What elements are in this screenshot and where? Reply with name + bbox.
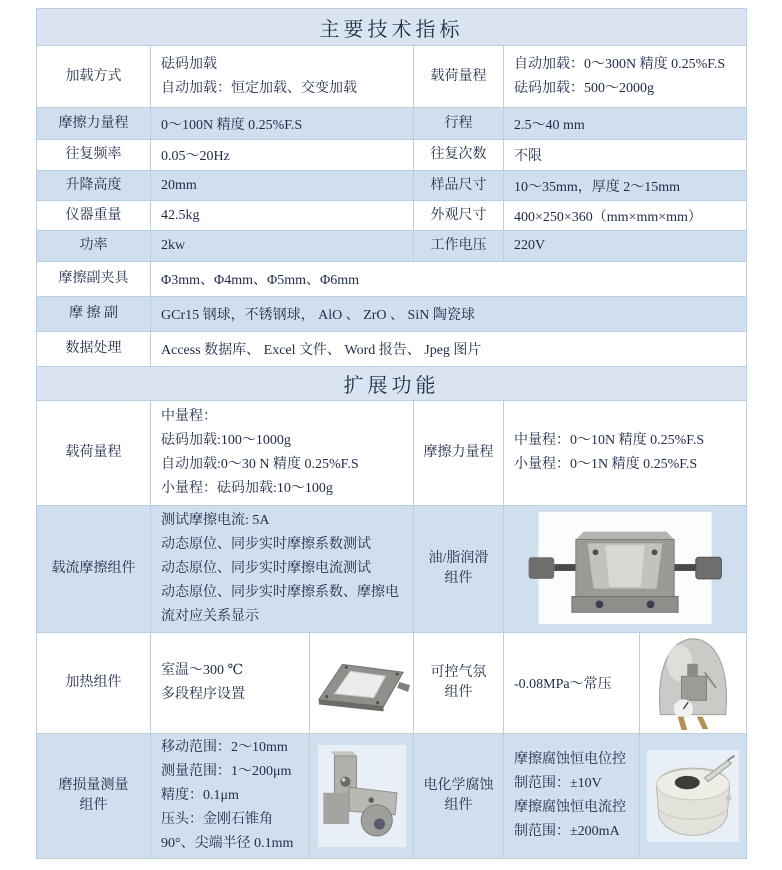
label-friction-pair: 摩 擦 副 <box>37 297 151 332</box>
value-lift-height: 20mm <box>151 171 414 201</box>
label-power: 功率 <box>37 231 151 262</box>
value-loading-method <box>151 46 414 108</box>
value-atmosphere: -0.08MPa～常压 <box>504 633 640 734</box>
label-voltage: 工作电压 <box>414 231 504 262</box>
value-line: 小量程：0～1N 精度 0.25%F.S <box>514 457 698 472</box>
label-ext-load-range: 载荷量程 <box>37 401 151 506</box>
value-voltage: 220V <box>504 231 747 262</box>
value-line: 测量范围：1～200μm <box>161 764 292 779</box>
label-cycles: 往复次数 <box>414 140 504 171</box>
label-line: 电化学腐蚀 <box>423 778 494 793</box>
value-weight: 42.5kg <box>151 201 414 231</box>
value-current-friction <box>151 506 414 633</box>
label-line: 组件 <box>444 571 473 586</box>
value-ext-load-range <box>151 401 414 506</box>
spec-table <box>36 8 747 859</box>
heating-plate-photo <box>313 648 411 718</box>
label-frequency: 往复频率 <box>37 140 151 171</box>
value-power: 2kw <box>151 231 414 262</box>
label-atmosphere <box>414 633 504 734</box>
label-wear-measure <box>37 734 151 859</box>
label-fixture: 摩擦副夹具 <box>37 262 151 297</box>
oil-grease-clamp-image <box>504 506 747 633</box>
label-data-processing: 数据处理 <box>37 332 151 367</box>
label-loading-method: 加载方式 <box>37 46 151 108</box>
label-line: 组件 <box>444 798 473 813</box>
section-title-extended: 扩展功能 <box>37 367 747 401</box>
label-current-friction: 载流摩擦组件 <box>37 506 151 633</box>
value-ext-friction-range <box>504 401 747 506</box>
label-stroke: 行程 <box>414 108 504 140</box>
label-line: 磨损量测量 <box>58 778 129 793</box>
value-heating <box>151 633 310 734</box>
value-line: 小量程：砝码加载:10～100g <box>161 481 333 496</box>
electrochemical-cell-image <box>640 734 747 859</box>
spec-sheet <box>36 8 746 859</box>
value-wear-measure <box>151 734 310 859</box>
label-line: 组件 <box>444 685 473 700</box>
value-load-range <box>504 46 747 108</box>
heating-plate-image <box>310 633 414 734</box>
value-line: 摩擦腐蚀恒电位控制范围：±10V <box>514 752 626 791</box>
value-friction-pair: GCr15 钢球，不锈钢球， AlO 、 ZrO 、 SiN 陶瓷球 <box>151 297 747 332</box>
label-weight: 仪器重量 <box>37 201 151 231</box>
value-line: 自动加载:0～30 N 精度 0.25%F.S <box>161 457 359 472</box>
value-line: 中量程：0～10N 精度 0.25%F.S <box>514 433 705 448</box>
section-title-main-specs: 主要技术指标 <box>37 9 747 46</box>
label-ext-friction-range: 摩擦力量程 <box>414 401 504 506</box>
label-friction-range: 摩擦力量程 <box>37 108 151 140</box>
vacuum-bell-jar-image <box>640 633 747 734</box>
value-data-processing: Access 数据库、 Excel 文件、 Word 报告、 Jpeg 图片 <box>151 332 747 367</box>
value-line: 动态原位、同步实时摩擦系数测试 <box>161 537 371 552</box>
value-line: 测试摩擦电流: 5A <box>161 513 270 528</box>
label-line: 可控气氛 <box>430 665 487 680</box>
label-dimensions: 外观尺寸 <box>414 201 504 231</box>
value-line: 压头：金刚石锥角90°、尖端半径 0.1mm <box>161 812 294 851</box>
vacuum-bell-jar-photo <box>645 634 741 732</box>
value-friction-range: 0～100N 精度 0.25%F.S <box>151 108 414 140</box>
value-line: 动态原位、同步实时摩擦系数、摩擦电流对应关系显示 <box>161 585 399 624</box>
value-line: 砝码加载:100～1000g <box>161 433 291 448</box>
label-line: 组件 <box>79 798 108 813</box>
value-electro-corrosion <box>504 734 640 859</box>
value-line: 中量程： <box>161 409 217 424</box>
value-sample-size: 10～35mm，厚度 2～15mm <box>504 171 747 201</box>
value-frequency: 0.05～20Hz <box>151 140 414 171</box>
label-heating: 加热组件 <box>37 633 151 734</box>
label-oil-grease <box>414 506 504 633</box>
value-line: 移动范围：2～10mm <box>161 740 288 755</box>
value-line: 砝码加载：500～2000g <box>514 80 654 96</box>
electrochemical-cell-photo <box>645 746 741 846</box>
label-sample-size: 样品尺寸 <box>414 171 504 201</box>
value-line: 多段程序设置 <box>161 687 245 702</box>
label-electro-corrosion <box>414 734 504 859</box>
value-line: 精度：0.1μm <box>161 788 239 803</box>
value-line: 室温～300 ℃ <box>161 663 244 678</box>
value-dimensions: 400×250×360（mm×mm×mm） <box>504 201 747 231</box>
value-cycles: 不限 <box>504 140 747 171</box>
wear-sensor-image <box>310 734 414 859</box>
value-line: 自动加载：恒定加载、交变加载 <box>161 80 357 96</box>
label-lift-height: 升降高度 <box>37 171 151 201</box>
label-load-range: 载荷量程 <box>414 46 504 108</box>
value-line: 动态原位、同步实时摩擦电流测试 <box>161 561 371 576</box>
value-fixture: Φ3mm、Φ4mm、Φ5mm、Φ6mm <box>151 262 747 297</box>
value-line: 自动加载：0～300N 精度 0.25%F.S <box>514 56 726 72</box>
wear-measurement-sensor-photo <box>316 741 408 851</box>
label-line: 油/脂润滑 <box>428 551 489 566</box>
metal-sample-clamp-photo <box>526 510 724 628</box>
value-line: 摩擦腐蚀恒电流控制范围：±200mA <box>514 800 626 839</box>
value-stroke: 2.5～40 mm <box>504 108 747 140</box>
value-line: 砝码加载 <box>161 56 217 72</box>
